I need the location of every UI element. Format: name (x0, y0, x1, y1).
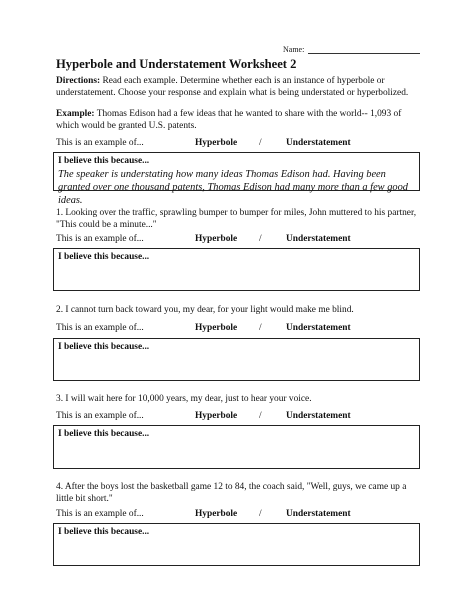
understatement-option[interactable]: Understatement (286, 323, 351, 333)
choice-prompt: This is an example of... (56, 323, 144, 333)
choice-divider: / (259, 411, 262, 421)
choice-prompt: This is an example of... (56, 138, 144, 148)
name-label: Name: (283, 45, 305, 54)
example-choice-row (56, 138, 426, 150)
question-4-answer-box[interactable] (53, 523, 420, 566)
answer-box-label: I believe this because... (58, 156, 150, 166)
choice-divider: / (259, 138, 262, 148)
question-3: 3. I will wait here for 10,000 years, my dear, just to hear your voice. (56, 394, 312, 404)
hyperbole-option[interactable]: Hyperbole (195, 509, 238, 519)
answer-box-label: I believe this because... (58, 429, 150, 439)
question-1-choice-row (56, 234, 426, 246)
choice-prompt: This is an example of... (56, 411, 144, 421)
example-answer-box (53, 152, 420, 206)
directions-label: Directions: (56, 76, 101, 86)
question-2-answer-box[interactable] (53, 338, 420, 381)
directions-text: Read each example. Determine whether each is an instance of hyperbole or understatement. Choose your response and explain what is being understated or hyperbolized. (56, 76, 409, 98)
hyperbole-option[interactable]: Hyperbole (195, 411, 238, 421)
choice-prompt: This is an example of... (56, 509, 144, 519)
example-answer-text: The speaker is understating how many ideas Thomas Edison had. Having been granted over one thousand patents, Thomas Edison had many more than a few good ideas. (58, 169, 408, 206)
understatement-option[interactable]: Understatement (286, 411, 351, 421)
answer-box-label: I believe this because... (58, 527, 150, 537)
hyperbole-option[interactable]: Hyperbole (195, 323, 238, 333)
understatement-option[interactable]: Understatement (286, 234, 351, 244)
question-4-choice-row (56, 509, 426, 521)
choice-prompt: This is an example of... (56, 234, 144, 244)
example-prompt (56, 108, 422, 132)
example-label: Example: (56, 109, 95, 119)
choice-divider: / (259, 323, 262, 333)
choice-divider: / (259, 509, 262, 519)
answer-box-label: I believe this because... (58, 252, 150, 262)
question-1-answer-box[interactable] (53, 248, 420, 291)
hyperbole-option[interactable]: Hyperbole (195, 138, 238, 148)
name-line[interactable] (308, 45, 420, 54)
question-1: 1. Looking over the traffic, sprawling bumper to bumper for miles, John muttered to his partner, "This could be a minute..." (56, 208, 417, 230)
question-2-choice-row (56, 323, 426, 335)
understatement-option[interactable]: Understatement (286, 138, 351, 148)
question-3-answer-box[interactable] (53, 425, 420, 469)
question-3-choice-row (56, 411, 426, 423)
question-4: 4. After the boys lost the basketball game 12 to 84, the coach said, "Well, guys, we came up a little bit short." (56, 482, 407, 504)
directions (56, 75, 422, 99)
understatement-option[interactable]: Understatement (286, 509, 351, 519)
name-field (283, 45, 420, 54)
worksheet-title: Hyperbole and Understatement Worksheet 2 (56, 57, 297, 71)
hyperbole-option[interactable]: Hyperbole (195, 234, 238, 244)
example-text: Thomas Edison had a few ideas that he wanted to share with the world-- 1,093 of which would be granted U.S. patents. (56, 109, 402, 131)
choice-divider: / (259, 234, 262, 244)
answer-box-label: I believe this because... (58, 342, 150, 352)
question-2: 2. I cannot turn back toward you, my dear, for your light would make me blind. (56, 305, 354, 315)
